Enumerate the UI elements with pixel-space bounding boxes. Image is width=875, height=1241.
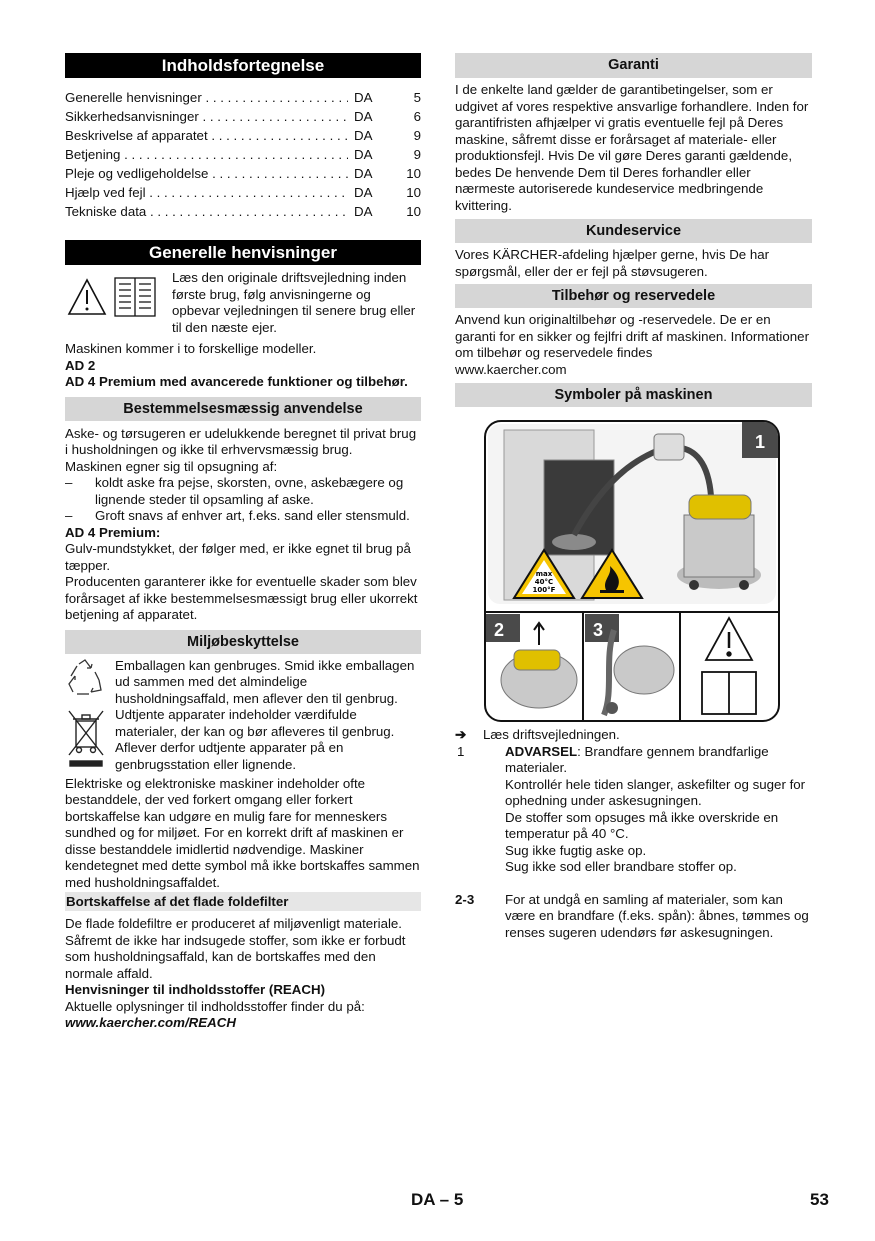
symbols-heading: Symboler på maskinen: [455, 383, 812, 407]
toc-entry-lang: DA: [354, 147, 373, 162]
footer-page-number: 53: [810, 1190, 829, 1209]
manual-book-icon: [115, 278, 155, 316]
temp-label-max: max: [535, 570, 553, 578]
warranty-text: I de enkelte land gælder de garantibetingelser, som er udgivet af vores respektive ansvarlige forhandlere. Inden for garantifristen afhjælper vi gratis eventuelle fejl på Deres maskine, såfremt disse er forårsaget af materiale- eller produktionsfejl. Hvis De vil gøre Deres garanti gældende, bedes De henvende Dem til Deres forhandler eller nærmeste autoriserede kundeservice medbringende kvittering.: [455, 82, 809, 213]
symbol-item-1-text: [505, 744, 812, 876]
liability-text: Producenten garanterer ikke for eventuelle skader som blev forårsaget af ikke bestemmelsesmæssigt brug eller ukorrekt betjening af apparatet.: [65, 574, 418, 622]
recycle-text: Emballagen kan genbruges. Smid ikke emballagen ud sammen med det almindelige husholdningsaffald, men aflever den til genbrug.: [115, 657, 415, 706]
badge-3: 3: [592, 620, 604, 640]
warning-triangle-icon: [69, 280, 105, 314]
dash-marker: –: [65, 475, 73, 490]
instruction-line: Sug ikke fugtig aske op.: [505, 842, 647, 858]
right-column: [455, 53, 812, 941]
temp-label-c: 40°C: [534, 578, 554, 586]
toc-entry[interactable]: [65, 145, 421, 164]
intended-use-p2: Maskinen egner sig til opsugning af:: [65, 458, 278, 474]
toc-entry-lang: DA: [354, 166, 373, 181]
arrow-icon: ➔: [455, 727, 467, 742]
toc-entry-page: 5: [413, 90, 421, 105]
badge-1: 1: [754, 432, 766, 452]
list-item: [65, 475, 421, 508]
reach-link[interactable]: www.kaercher.com/REACH: [65, 1015, 236, 1030]
weee-row: [65, 707, 421, 776]
toc-entry-label: Hjælp ved fejl . . .: [65, 183, 348, 202]
weee-text: Udtjente apparater indeholder værdifulde materialer, der kan og bør afleveres til genbrug. Aflever derfor udtjente apparater på en genbrugsstation eller lignende.: [115, 707, 395, 772]
warning-text: : Brandfare gennem brandfarlige materialer.: [505, 743, 769, 775]
toc-entry-lang: DA: [354, 90, 373, 105]
service-text: Vores KÄRCHER-afdeling hjælper gerne, hvis De har spørgsmål, eller der er fejl på støvsugeren.: [455, 247, 770, 279]
toc-entry[interactable]: [65, 183, 421, 202]
filter-text-2: Såfremt de ikke har indsugede stoffer, som ikke er forbudt som husholdningsaffald, kan de bortskaffes med den normale affald.: [65, 932, 406, 981]
reach-text: Aktuelle oplysninger til indholdsstoffer finder du på:: [65, 998, 365, 1014]
premium-title: AD 4 Premium:: [65, 524, 161, 540]
footer-language-page: DA – 5: [411, 1190, 464, 1209]
crossed-bin-icon: [65, 707, 115, 776]
list-item-text: Groft snavs af enhver art, f.eks. sand eller stensmuld.: [95, 508, 410, 523]
accessories-link[interactable]: www.kaercher.com: [455, 361, 567, 377]
toc-entry-label: Sikkerhedsanvisninger . . .: [65, 107, 348, 126]
toc-entry[interactable]: [65, 88, 421, 107]
toc-entry-label: Generelle henvisninger . . .: [65, 88, 348, 107]
read-manual-label: Læs driftsvejledningen.: [483, 727, 620, 742]
warranty-heading: Garanti: [455, 53, 812, 78]
instruction-line: Kontrollér hele tiden slanger, askefilter og suger for ophedning under askesugningen.: [505, 776, 806, 808]
toc-entry-page: 10: [406, 185, 421, 200]
left-column: [65, 53, 421, 1032]
toc-entry-lang: DA: [354, 109, 373, 124]
hand-touch-icon: [654, 434, 684, 460]
service-heading: Kundeservice: [455, 219, 812, 243]
toc-entry-page: 10: [406, 166, 421, 181]
symbol-item-1-number: 1: [457, 743, 465, 759]
toc-entry-label: Tekniske data . . .: [65, 202, 348, 221]
intended-use-heading: Bestemmelsesmæssig anvendelse: [65, 397, 421, 421]
recycle-icon: [65, 658, 115, 708]
intended-use-p1: Aske- og tørsugeren er udelukkende beregnet til privat brug i husholdningen og ikke til erhvervsmæssig brug.: [65, 425, 417, 457]
toc-heading: Indholdsfortegnelse: [65, 53, 421, 78]
environment-heading: Miljøbeskyttelse: [65, 630, 421, 654]
symbol-item-2-text: For at undgå en samling af materialer, som kan være en brandfare (f.eks. spån): åbnes, tømmes og renses sugeren udendørs før askesugningen.: [505, 891, 809, 940]
badge-2: 2: [493, 620, 505, 640]
toc-entry-label: Pleje og vedligeholdelse . . .: [65, 164, 348, 183]
toc-entry[interactable]: [65, 164, 421, 183]
accessories-heading: Tilbehør og reservedele: [455, 284, 812, 308]
toc-entry[interactable]: [65, 202, 421, 221]
general-heading: Generelle henvisninger: [65, 240, 421, 265]
accessories-text: Anvend kun originaltilbehør og -reservedele. De er en garanti for en sikker og fejlfri drift af maskinen. Informationer om tilbehør og reservedele findes: [455, 312, 809, 360]
model-ad2: AD 2: [65, 357, 96, 373]
list-item-text: koldt aske fra pejse, skorsten, ovne, askebægere og lignende steder til opsamling af aske.: [95, 475, 404, 507]
toc-entry-page: 10: [406, 204, 421, 219]
toc-entry-lang: DA: [354, 185, 373, 200]
list-item: [65, 508, 421, 525]
machine-symbol-illustration: [484, 420, 780, 722]
toc-entry-page: 9: [413, 147, 421, 162]
read-manual-row: [65, 270, 421, 340]
read-manual-text: Læs den originale driftsvejledning inden første brug, følg anvisningerne og opbevar vejledningen til senere brug eller til den næste ejer.: [172, 270, 416, 335]
recycle-row: [65, 658, 421, 708]
filter-disposal-heading: Bortskaffelse af det flade foldefilter: [65, 892, 421, 911]
symbol-item-2-number: 2-3: [455, 891, 475, 907]
temp-label-f: 100°F: [532, 586, 556, 594]
warning-label: ADVARSEL: [505, 743, 578, 759]
model-ad4: AD 4 Premium med avancerede funktioner og tilbehør.: [65, 374, 408, 389]
symbol-item-1: [455, 744, 812, 876]
reach-title: Henvisninger til indholdsstoffer (REACH): [65, 982, 326, 997]
toc-entry-lang: DA: [354, 204, 373, 219]
instruction-line: De stoffer som opsuges må ikke overskride en temperatur på 40 °C.: [505, 809, 779, 841]
toc-entry-page: 6: [413, 109, 421, 124]
toc-entry-label: Betjening . . .: [65, 145, 348, 164]
read-manual-note: [455, 727, 812, 744]
instruction-line: Sug ikke sod eller brandbare stoffer op.: [505, 859, 737, 874]
filter-text-1: De flade foldefiltre er produceret af miljøvenligt materiale.: [65, 916, 403, 931]
toc-entry-lang: DA: [354, 128, 373, 143]
premium-text: Gulv-mundstykket, der følger med, er ikke egnet til brug på tæpper.: [65, 541, 411, 573]
table-of-contents: [65, 88, 421, 221]
toc-entry-page: 9: [413, 128, 421, 143]
warning-and-manual-icons: [65, 270, 172, 340]
toc-entry-label: Beskrivelse af apparatet . . .: [65, 126, 348, 145]
electronics-text: Elektriske og elektroniske maskiner indeholder ofte bestanddele, der ved forkert omgang eller forkert bortskaffelse kan udgøre en mulig fare for menneskers sundhed og for miljøet. For en korrekt drift af maskinen er disse bestanddele imidlertid nødvendige. Maskiner kendetegnet med dette symbol må ikke bortskaffes sammen med husholdningsaffaldet.: [65, 775, 420, 890]
dash-marker: –: [65, 508, 73, 523]
toc-entry[interactable]: [65, 126, 421, 145]
toc-entry[interactable]: [65, 107, 421, 126]
vacuum-cleaner-icon: [677, 495, 761, 590]
symbol-item-2: [455, 892, 812, 942]
models-intro: Maskinen kommer i to forskellige modeller.: [65, 341, 317, 356]
